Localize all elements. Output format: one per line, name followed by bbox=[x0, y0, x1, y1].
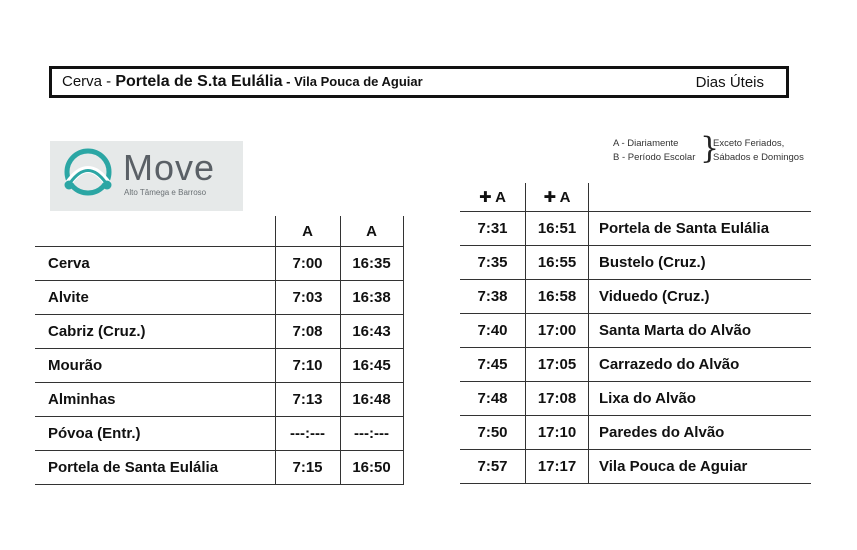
legend-b: B - Período Escolar bbox=[613, 152, 696, 163]
column-header: ✚ A bbox=[526, 183, 589, 212]
table-row bbox=[460, 450, 811, 484]
departure-time: 7:15 bbox=[275, 451, 340, 485]
header-empty-cell bbox=[589, 183, 811, 212]
departure-time: ---:--- bbox=[275, 417, 340, 451]
table-row bbox=[460, 314, 811, 348]
return-timetable bbox=[460, 183, 811, 484]
stop-name: Mourão bbox=[35, 349, 275, 383]
stop-name: Bustelo (Cruz.) bbox=[589, 246, 811, 280]
table-row bbox=[35, 417, 403, 451]
departure-time: 17:10 bbox=[526, 416, 589, 450]
route-title bbox=[62, 73, 696, 91]
departure-time: 7:45 bbox=[460, 348, 526, 382]
departure-time: 7:48 bbox=[460, 382, 526, 416]
departure-time: 17:17 bbox=[526, 450, 589, 484]
departure-time: 7:03 bbox=[275, 281, 340, 315]
route-destination: Vila Pouca de Aguiar bbox=[294, 74, 423, 89]
table-header-row bbox=[35, 216, 403, 247]
logo-wordmark: Move bbox=[123, 147, 216, 188]
stop-name: Póvoa (Entr.) bbox=[35, 417, 275, 451]
departure-time: 7:08 bbox=[275, 315, 340, 349]
legend-a: A - Diariamente bbox=[613, 138, 679, 149]
stop-name: Cerva bbox=[35, 247, 275, 281]
legend-note-1: Exceto Feriados, bbox=[713, 138, 785, 149]
route-separator: - bbox=[282, 74, 295, 89]
departure-time: 7:13 bbox=[275, 383, 340, 417]
departure-time: 16:51 bbox=[526, 212, 589, 246]
table-row bbox=[460, 280, 811, 314]
stop-name: Alvite bbox=[35, 281, 275, 315]
departure-time: 7:40 bbox=[460, 314, 526, 348]
table-row bbox=[35, 383, 403, 417]
table-row bbox=[460, 416, 811, 450]
table-row bbox=[35, 247, 403, 281]
table-row bbox=[460, 212, 811, 246]
logo-icon bbox=[54, 141, 124, 211]
departure-time: 16:55 bbox=[526, 246, 589, 280]
departure-time: 17:08 bbox=[526, 382, 589, 416]
outbound-timetable bbox=[35, 216, 404, 485]
departure-time: 17:00 bbox=[526, 314, 589, 348]
departure-time: 17:05 bbox=[526, 348, 589, 382]
stop-name: Lixa do Alvão bbox=[589, 382, 811, 416]
logo-tagline: Alto Tâmega e Barroso bbox=[124, 188, 207, 197]
column-header: A bbox=[340, 216, 403, 247]
stop-name: Cabriz (Cruz.) bbox=[35, 315, 275, 349]
departure-time: ---:--- bbox=[340, 417, 403, 451]
departure-time: 16:58 bbox=[526, 280, 589, 314]
table-row bbox=[35, 451, 403, 485]
departure-time: 16:43 bbox=[340, 315, 403, 349]
legend-note-2: Sábados e Domingos bbox=[713, 152, 804, 163]
legend-brace: } bbox=[700, 131, 720, 166]
stop-name: Carrazedo do Alvão bbox=[589, 348, 811, 382]
table-row bbox=[35, 315, 403, 349]
departure-time: 16:45 bbox=[340, 349, 403, 383]
column-header: ✚ A bbox=[460, 183, 526, 212]
departure-time: 7:00 bbox=[275, 247, 340, 281]
table-row bbox=[35, 281, 403, 315]
route-via: Portela de S.ta Eulália bbox=[115, 73, 283, 90]
stop-name: Viduedo (Cruz.) bbox=[589, 280, 811, 314]
stop-name: Santa Marta do Alvão bbox=[589, 314, 811, 348]
departure-time: 7:50 bbox=[460, 416, 526, 450]
departure-time: 7:38 bbox=[460, 280, 526, 314]
stop-name: Alminhas bbox=[35, 383, 275, 417]
route-origin: Cerva - bbox=[62, 73, 116, 90]
departure-time: 7:31 bbox=[460, 212, 526, 246]
table-header-row bbox=[460, 183, 811, 212]
header-empty-cell bbox=[35, 216, 275, 247]
departure-time: 16:48 bbox=[340, 383, 403, 417]
stop-name: Paredes do Alvão bbox=[589, 416, 811, 450]
table-row bbox=[460, 246, 811, 280]
column-header: A bbox=[275, 216, 340, 247]
departure-time: 16:38 bbox=[340, 281, 403, 315]
table-row bbox=[35, 349, 403, 383]
departure-time: 7:10 bbox=[275, 349, 340, 383]
departure-time: 7:35 bbox=[460, 246, 526, 280]
stop-name: Portela de Santa Eulália bbox=[35, 451, 275, 485]
departure-time: 16:35 bbox=[340, 247, 403, 281]
service-days: Dias Úteis bbox=[695, 73, 764, 91]
table-row bbox=[460, 382, 811, 416]
stop-name: Vila Pouca de Aguiar bbox=[589, 450, 811, 484]
table-row bbox=[460, 348, 811, 382]
stop-name: Portela de Santa Eulália bbox=[589, 212, 811, 246]
departure-time: 16:50 bbox=[340, 451, 403, 485]
departure-time: 7:57 bbox=[460, 450, 526, 484]
move-logo bbox=[50, 141, 243, 211]
route-header bbox=[49, 66, 789, 98]
